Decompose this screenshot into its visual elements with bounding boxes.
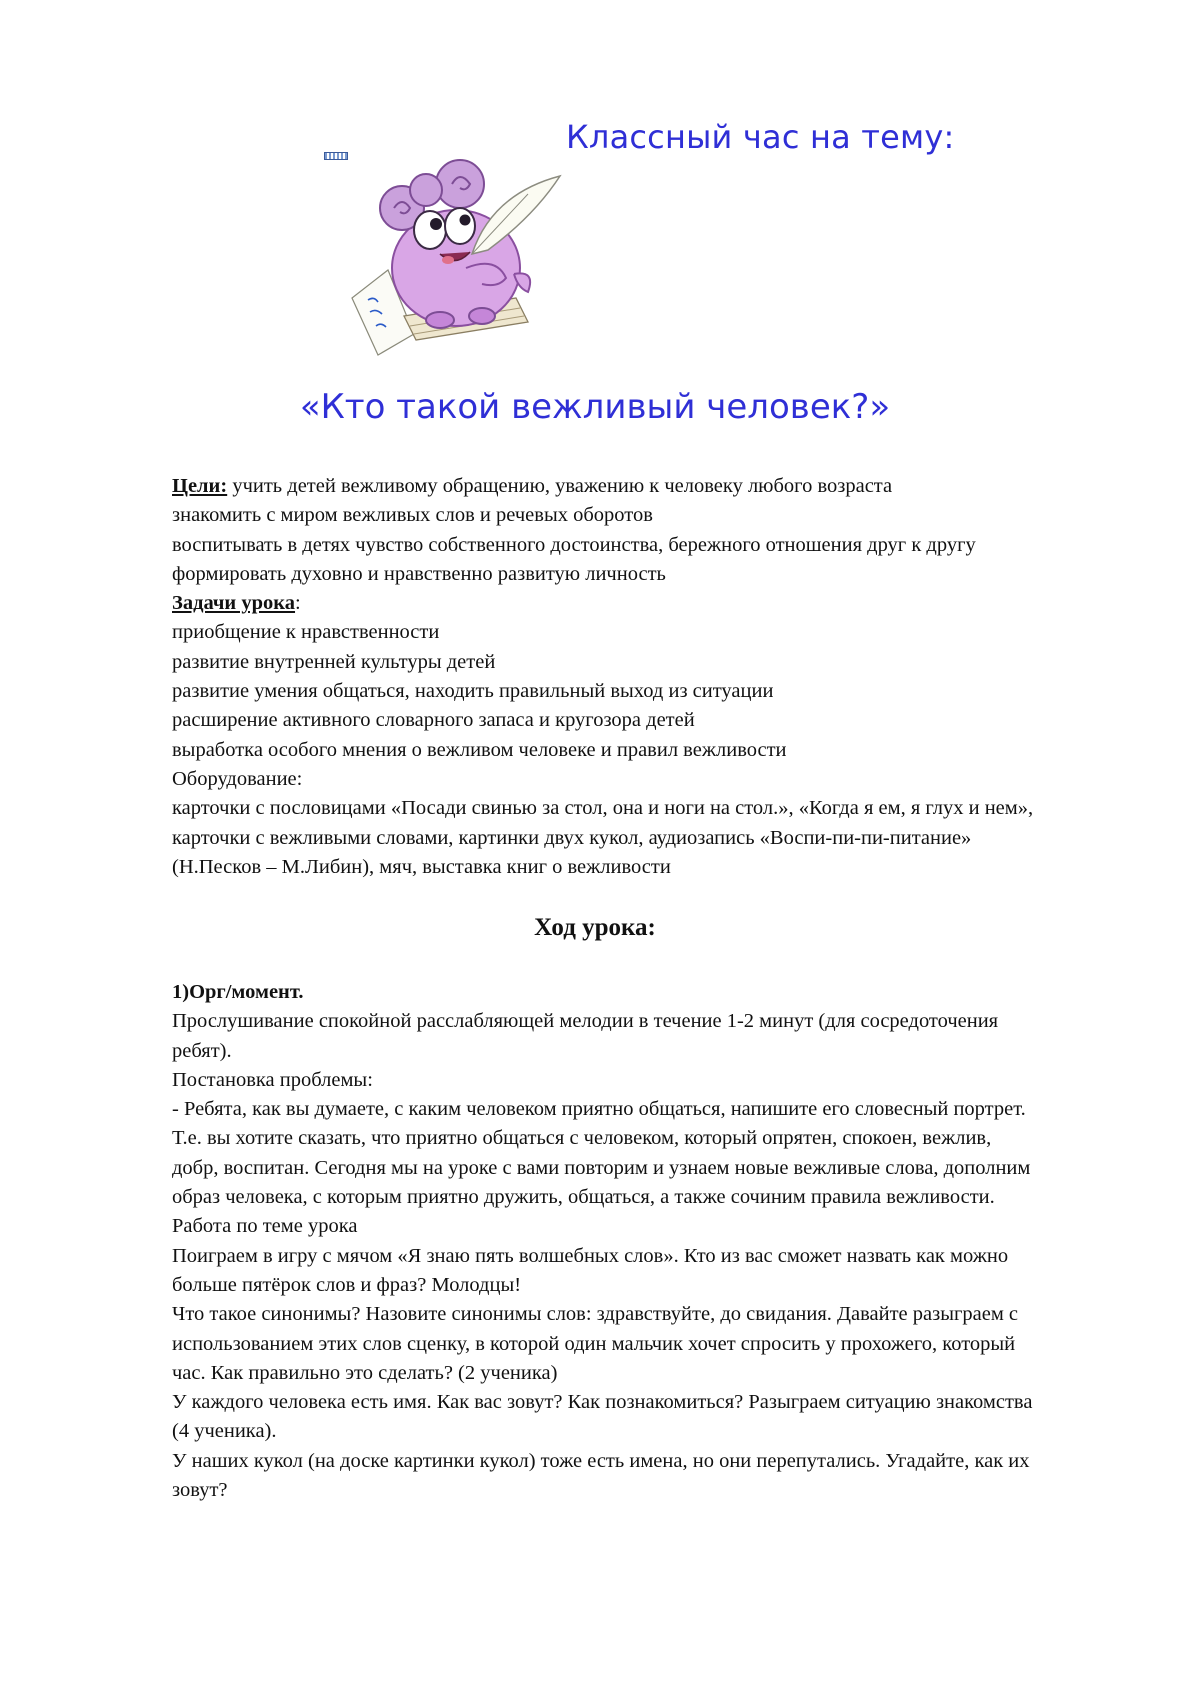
course-line: У каждого человека есть имя. Как вас зовут? Как познакомиться? Разыграем ситуацию знакомства bbox=[172, 1391, 1033, 1414]
goals-item: формировать духовно и нравственно развитую личность bbox=[172, 562, 666, 585]
tasks-item: расширение активного словарного запаса и кругозора детей bbox=[172, 709, 695, 732]
course-line: Прослушивание спокойной расслабляющей мелодии в течение 1-2 минут (для сосредоточения bbox=[172, 1010, 999, 1033]
course-line: образ человека, с которым приятно дружить, общаться, а также сочиним правила вежливости. bbox=[172, 1186, 995, 1209]
course-line: добр, воспитан. Сегодня мы на уроке с вами повторим и узнаем новые вежливые слова, дополним bbox=[172, 1156, 1031, 1179]
course-line: Т.е. вы хотите сказать, что приятно общаться с человеком, который опрятен, спокоен, вежлив, bbox=[172, 1127, 992, 1150]
equipment-label: Оборудование: bbox=[172, 767, 303, 790]
goals-label: Цели: bbox=[172, 475, 228, 497]
lesson-title: «Кто такой вежливый человек?» bbox=[299, 387, 891, 427]
sheep-character-illustration bbox=[344, 150, 570, 362]
section-heading: 1)Орг/момент. bbox=[172, 981, 304, 1003]
heading-class-hour: Классный час на тему: bbox=[566, 118, 955, 156]
equipment-line: карточки с пословицами «Посади свинью за стол, она и ноги на стол.», «Когда я ем, я глух и нем», bbox=[172, 797, 1034, 820]
tasks-label-suffix: : bbox=[295, 592, 301, 615]
course-line: Постановка проблемы: bbox=[172, 1068, 373, 1091]
goals-item: знакомить с миром вежливых слов и речевых оборотов bbox=[172, 504, 653, 527]
quill-pen bbox=[472, 176, 560, 254]
course-line: Поиграем в игру с мячом «Я знаю пять волшебных слов». Кто из вас сможет назвать как можно bbox=[172, 1244, 1009, 1267]
tasks-item: приобщение к нравственности bbox=[172, 621, 440, 644]
course-section bbox=[172, 978, 1132, 1505]
equipment-line: (Н.Песков – М.Либин), мяч, выставка книг о вежливости bbox=[172, 855, 671, 878]
course-line: час. Как правильно это сделать? (2 ученика) bbox=[172, 1361, 558, 1384]
tasks-heading bbox=[172, 589, 1132, 618]
course-line: Работа по теме урока bbox=[172, 1215, 358, 1238]
course-line: Что такое синонимы? Назовите синонимы слов: здравствуйте, до свидания. Давайте разыграем с bbox=[172, 1303, 1019, 1326]
course-line: (4 ученика). bbox=[172, 1420, 277, 1443]
tasks-item: развитие умения общаться, находить правильный выход из ситуации bbox=[172, 680, 774, 703]
goals-first: учить детей вежливому обращению, уважению к человеку любого возраста bbox=[232, 475, 893, 497]
course-title: Ход урока: bbox=[534, 914, 656, 941]
course-line: зовут? bbox=[172, 1479, 228, 1502]
equipment-line: карточки с вежливыми словами, картинки двух кукол, аудиозапись «Воспи-пи-пи-питание» bbox=[172, 826, 972, 849]
course-line: использованием этих слов сценку, в которой один мальчик хочет спросить у прохожего, который bbox=[172, 1332, 1016, 1355]
tasks-item: развитие внутренней культуры детей bbox=[172, 650, 496, 673]
course-line: ребят). bbox=[172, 1039, 232, 1062]
tasks-label: Задачи урока bbox=[172, 592, 296, 615]
goals-item: воспитывать в детях чувство собственного достоинства, бережного отношения друг к другу bbox=[172, 533, 976, 556]
course-line: - Ребята, как вы думаете, с каким человеком приятно общаться, напишите его словесный портрет. bbox=[172, 1098, 1026, 1121]
course-line: У наших кукол (на доске картинки кукол) тоже есть имена, но они перепутались. Угадайте, как их bbox=[172, 1449, 1030, 1472]
goals-line bbox=[172, 472, 1132, 501]
tasks-item: выработка особого мнения о вежливом человеке и правил вежливости bbox=[172, 738, 787, 761]
course-line: больше пятёрок слов и фраз? Молодцы! bbox=[172, 1273, 522, 1296]
lesson-description bbox=[172, 472, 1132, 882]
